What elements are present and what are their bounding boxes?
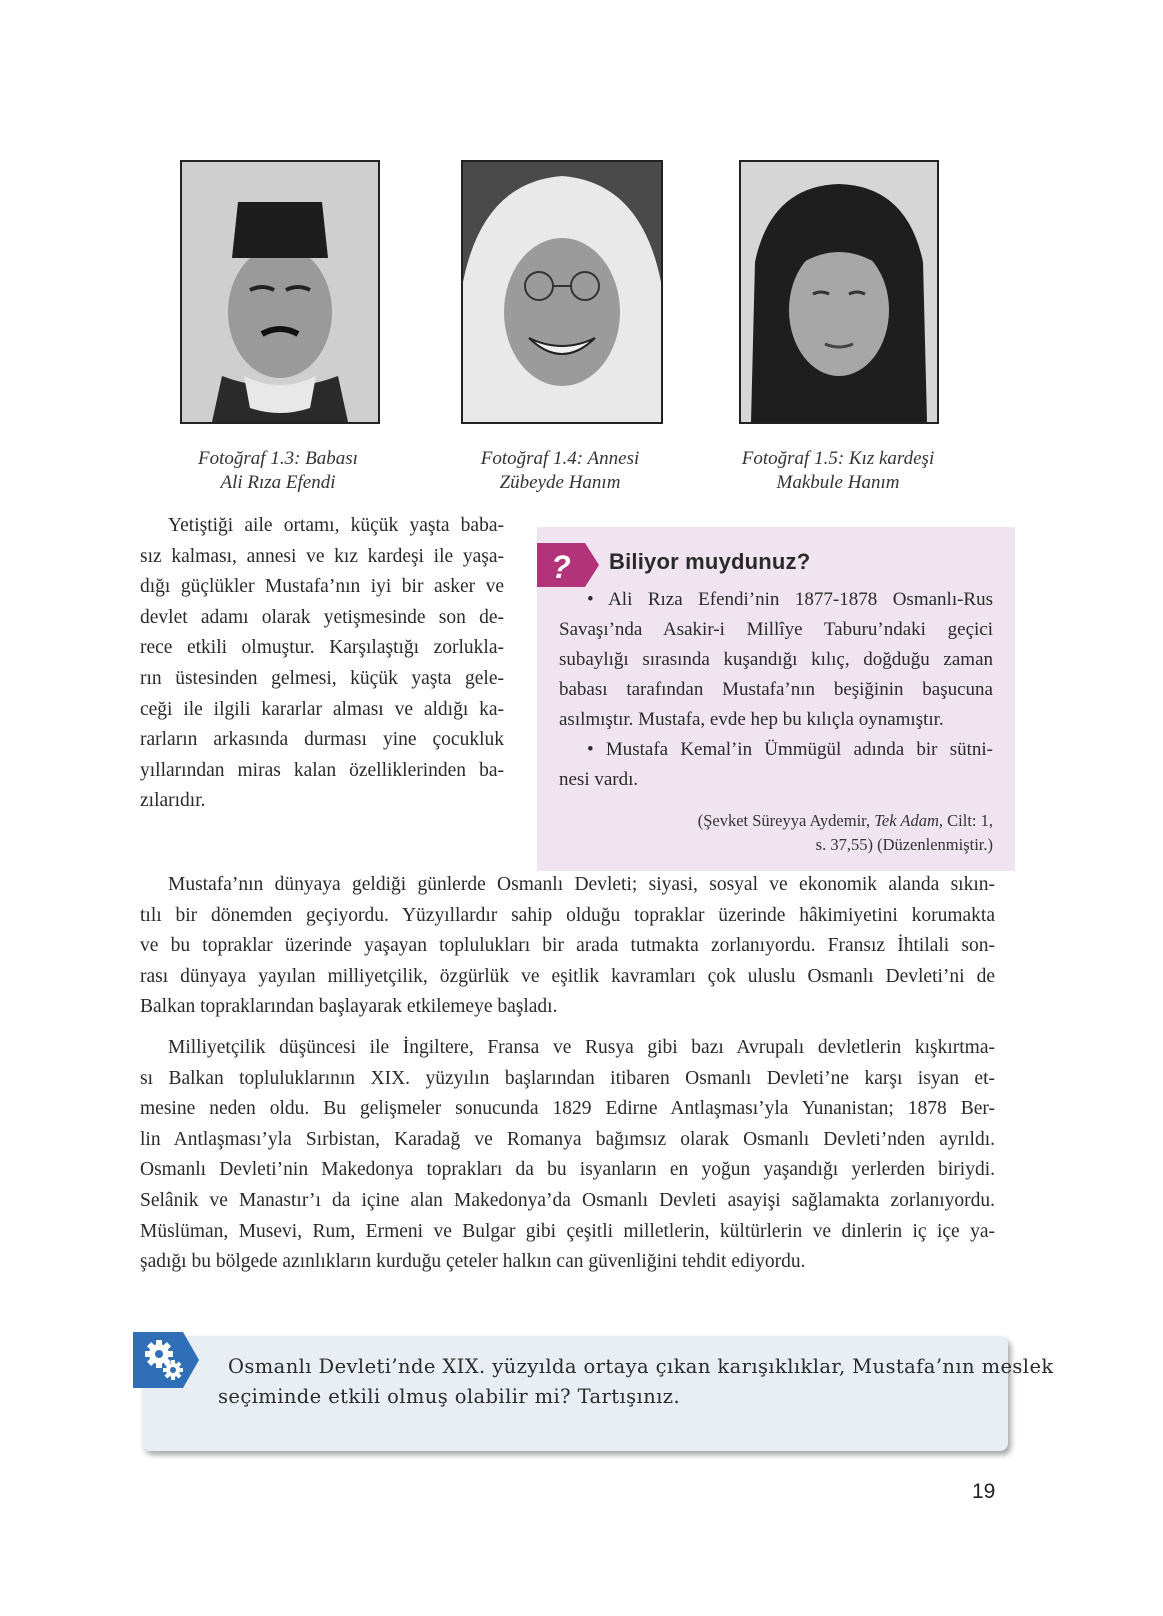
photo-ali-riza-efendi (180, 160, 380, 424)
text-line: ve bu topraklar üzerinde yaşayan toplulukları bir arada tutmakta zorlanıyordu. Fransız İhtilali son- (140, 935, 995, 957)
text-line: rece etkili olmuştur. Karşılaştığı zorlukla- (140, 637, 504, 659)
question-mark-icon (537, 543, 599, 587)
intro-paragraph (140, 511, 504, 817)
bullet-line: subaylığı sırasında kuşandığı kılıç, doğduğu zaman (559, 649, 993, 670)
did-you-know-box (537, 527, 1015, 871)
text-line: lin Antlaşması’yla Sırbistan, Karadağ ve Romanya bağımsız olarak Osmanlı Devleti’nden ayrıldı. (140, 1128, 995, 1150)
page-number: 19 (972, 1480, 996, 1503)
portrait-young-woman-image (741, 162, 937, 422)
photo-zubeyde-hanim (461, 160, 663, 424)
text-line: rın üstesinden gelmesi, küçük yaşta gele- (140, 667, 504, 689)
info-body (559, 585, 993, 795)
text-line: yıllarından miras kalan özelliklerinden ba- (140, 759, 504, 781)
bullet-line: • Mustafa Kemal’in Ümmügül adında bir sütni- (587, 739, 993, 760)
text-line: Selânik ve Manastır’ı da içine alan Makedonya’da Osmanlı Devleti asayişi sağlamakta zorlanıyordu. (140, 1189, 995, 1211)
text-line: şadığı bu bölgede azınlıkların kurduğu çeteler halkın can güvenliğini tehdit ediyordu. (140, 1251, 806, 1273)
bullet-line: • Ali Rıza Efendi’nin 1877-1878 Osmanlı-Rus (587, 589, 993, 610)
text-line: Osmanlı Devleti’nin Makedonya toprakları da bu isyanların en yoğun yaşandığı yerlerden biriydi. (140, 1159, 995, 1181)
text-line: rarların arkasında durması yine çocukluk (140, 729, 504, 751)
text-line: Müslüman, Musevi, Rum, Ermeni ve Bulgar gibi çeşitli milletlerin, kültürlerin ve dinlerin iç içe ya- (140, 1220, 995, 1242)
text-line: Mustafa’nın dünyaya geldiği günlerde Osmanlı Devleti; siyasi, sosyal ve ekonomik alanda sıkın- (168, 874, 995, 895)
text-line: seçiminde etkili olmuş olabilir mi? Tartışınız. (218, 1385, 681, 1408)
portrait-man-with-fez-image (182, 162, 378, 422)
text-line: Osmanlı Devleti’nde XIX. yüzyılda ortaya çıkan karışıklıklar, Mustafa’nın meslek (228, 1355, 1054, 1378)
bullet-line: babası tarafından Mustafa’nın beşiğinin başucuna (559, 679, 993, 700)
text-line: devlet adamı olarak yetişmesinde son de- (140, 606, 504, 628)
bullet-line: asılmıştır. Mustafa, evde hep bu kılıçla oynamıştır. (559, 709, 944, 730)
text-line: sı Balkan topluluklarının XIX. yüzyılın başlarından itibaren Osmanlı Devleti’ne karşı isyan et- (140, 1067, 995, 1089)
text-line: Milliyetçilik düşüncesi ile İngiltere, Fransa ve Rusya gibi bazı Avrupalı devletlerin kışkırtma- (168, 1037, 995, 1058)
portrait-woman-with-headscarf-image (463, 162, 661, 422)
photo-caption-3: Fotoğraf 1.5: Kız kardeşi Makbule Hanım (741, 448, 935, 493)
text-line: Balkan topraklarından başlayarak etkilemeye başladı. (140, 996, 558, 1018)
text-line: mesine neden oldu. Bu gelişmeler sonucunda 1829 Edirne Antlaşması’yla Yunanistan; 1878 Ber- (140, 1098, 995, 1120)
photo-caption-1: Fotoğraf 1.3: Babası Ali Rıza Efendi (198, 448, 358, 493)
photo-makbule-hanim (739, 160, 939, 424)
paragraph-ottoman-situation (140, 870, 995, 1023)
bullet-line: Savaşı’nda Asakir-i Millîye Taburu’ndaki geçici (559, 619, 993, 640)
gears-icon (133, 1332, 199, 1388)
badge-glyph: ? (551, 549, 571, 585)
text-line: sız kalması, annesi ve kız kardeşi ile yaşa- (140, 545, 504, 567)
bullet-line: nesi vardı. (559, 769, 639, 790)
text-line: Yetiştiği aile ortamı, küçük yaşta baba- (168, 515, 504, 536)
text-line: zılarıdır. (140, 790, 206, 812)
text-line: tılı bir dönemden geçiyordu. Yüzyıllardır sahip olduğu topraklar üzerinde hâkimiyetini korumakta (140, 904, 995, 926)
text-line: dığı güçlükler Mustafa’nın iyi bir asker ve (140, 576, 504, 598)
info-title: Biliyor muydunuz? (609, 549, 811, 574)
activity-question (218, 1352, 1054, 1412)
text-line: ceği ile ilgili kararlar alması ve aldığı ka- (140, 698, 504, 720)
text-line: rası dünyaya yayılan milliyetçilik, özgürlük ve eşitlik kavramları çok uluslu Osmanlı Devleti’ni de (140, 965, 995, 987)
paragraph-nationalism (140, 1033, 995, 1278)
photo-caption-2: Fotoğraf 1.4: Annesi Zübeyde Hanım (480, 448, 640, 493)
source-citation: (Şevket Süreyya Aydemir, Tek Adam, Cilt: 1, s. 37,55) (Düzenlenmiştir.) (697, 811, 993, 854)
